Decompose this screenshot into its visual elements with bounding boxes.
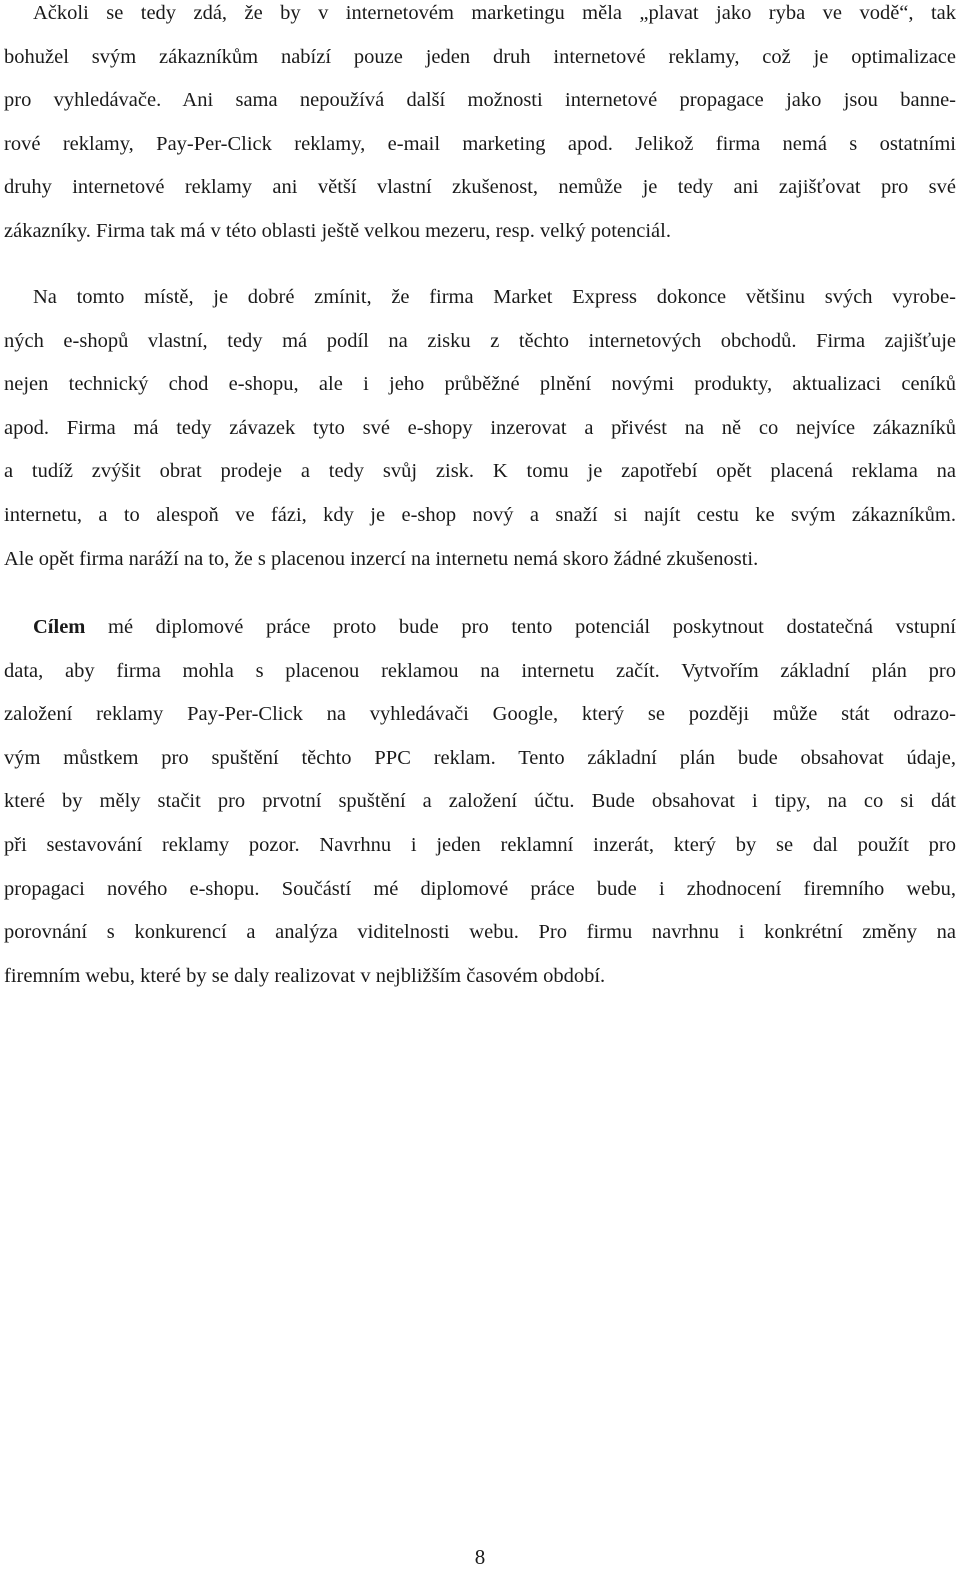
text-line: nejen technický chod e-shopu, ale i jeho průběžné plnění novými produkty, aktualizaci ceníků xyxy=(4,373,956,396)
paragraph-1 xyxy=(4,0,956,254)
text-line: propagaci nového e-shopu. Součástí mé diplomové práce bude i zhodnocení firemního webu, xyxy=(4,877,956,900)
text-line: Na tomto místě, je dobré zmínit, že firma Market Express dokonce většinu svých vyrobe- xyxy=(33,286,956,308)
text-line: pro vyhledávače. Ani sama nepoužívá další možnosti internetové propagace jako jsou banne- xyxy=(4,89,956,112)
text-line: firemním webu, které by se daly realizovat v nejbližším časovém období. xyxy=(4,964,606,987)
text-line: apod. Firma má tedy závazek tyto své e-shopy inzerovat a přivést na ně co nejvíce zákazníků xyxy=(4,416,956,439)
text-line: při sestavování reklamy pozor. Navrhnu i jeden reklamní inzerát, který by se dal použít pro xyxy=(4,833,956,856)
text-line: data, aby firma mohla s placenou reklamou na internetu začít. Vytvořím základní plán pro xyxy=(4,659,956,682)
text-fragment: mé diplomové práce proto bude pro tento potenciál poskytnout dostatečná vstupní xyxy=(85,616,956,638)
text-line: které by měly stačit pro prvotní spuštění a založení účtu. Bude obsahovat i tipy, na co si dát xyxy=(4,790,956,813)
text-line: porovnání s konkurencí a analýza viditelnosti webu. Pro firmu navrhnu i konkrétní změny na xyxy=(4,921,956,944)
text-line: zákazníky. Firma tak má v této oblasti ještě velkou mezeru, resp. velký potenciál. xyxy=(4,219,671,242)
text-line: bohužel svým zákazníkům nabízí pouze jeden druh internetové reklamy, což je optimalizace xyxy=(4,45,956,68)
page-number: 8 xyxy=(474,1545,486,1569)
text-line xyxy=(4,606,956,650)
bold-lead-word: Cílem xyxy=(33,616,86,638)
text-line: internetu, a to alespoň ve fázi, kdy je e-shop nový a snaží si najít cestu ke svým zákazníkům. xyxy=(4,503,956,526)
text-line: Ale opět firma naráží na to, že s placenou inzercí na internetu nemá skoro žádné zkušenosti. xyxy=(4,547,759,570)
paragraph-2 xyxy=(4,276,956,581)
text-line: založení reklamy Pay-Per-Click na vyhledávači Google, který se později může stát odrazo- xyxy=(4,703,956,726)
text-line: Ačkoli se tedy zdá, že by v internetovém marketingu měla „plavat jako ryba ve vodě“, tak xyxy=(33,2,956,24)
text-line: rové reklamy, Pay-Per-Click reklamy, e-mail marketing apod. Jelikož firma nemá s ostatními xyxy=(4,132,956,155)
paragraph-3 xyxy=(4,606,956,998)
text-line: druhy internetové reklamy ani větší vlastní zkušenost, nemůže je tedy ani zajišťovat pro své xyxy=(4,176,956,199)
text-line: ných e-shopů vlastní, tedy má podíl na zisku z těchto internetových obchodů. Firma zajišťuje xyxy=(4,329,956,352)
text-line: a tudíž zvýšit obrat prodeje a tedy svůj zisk. K tomu je zapotřebí opět placená reklama na xyxy=(4,460,956,483)
text-line: vým můstkem pro spuštění těchto PPC reklam. Tento základní plán bude obsahovat údaje, xyxy=(4,746,956,769)
